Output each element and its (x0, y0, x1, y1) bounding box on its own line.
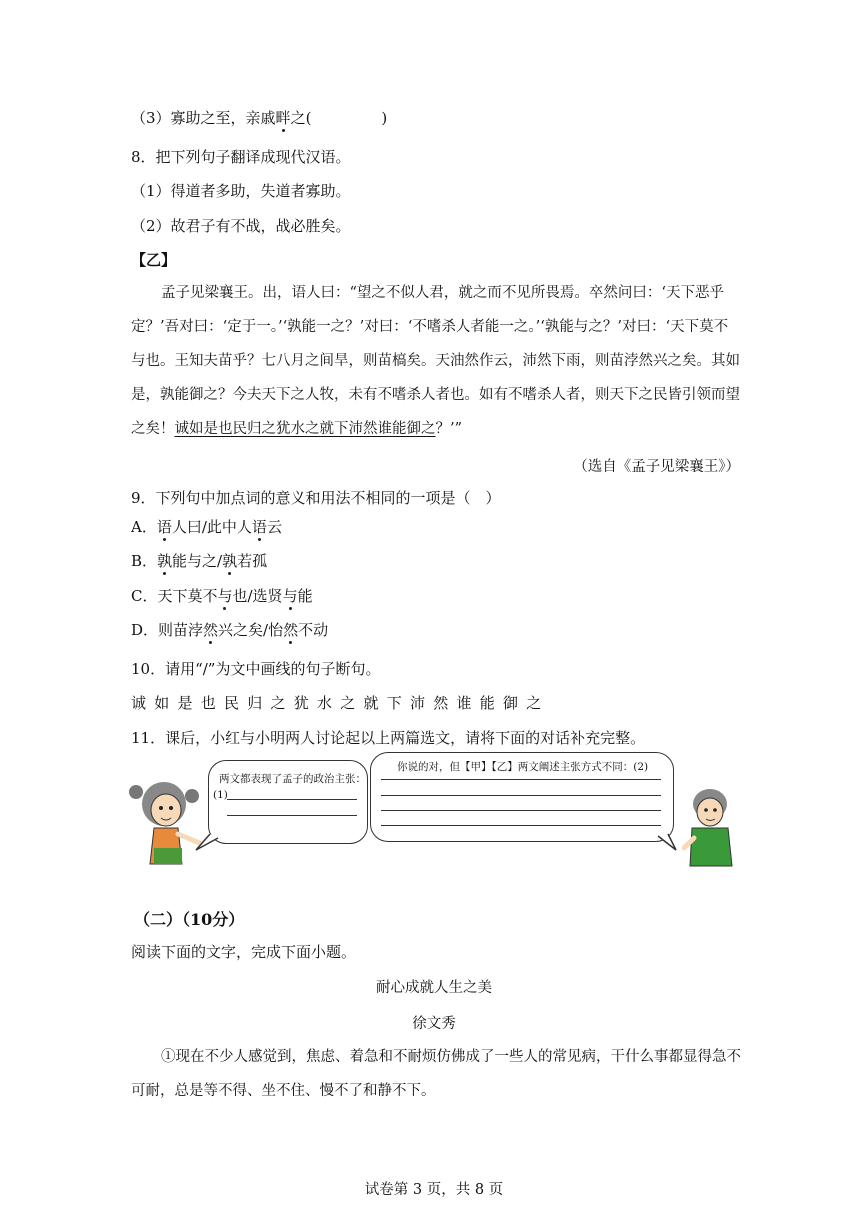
answer-line[interactable] (381, 795, 661, 796)
speech-bubble-right (370, 752, 674, 842)
page-footer: 试卷第 3 页，共 8 页 (364, 1182, 504, 1198)
q9-stem: 9．下列句中加点词的意义和用法不相同的一项是（ ） (131, 489, 501, 507)
dotted-char: 畔 (275, 109, 291, 127)
bubble-left-item: (1) (213, 789, 228, 801)
bubble-right-title: 你说的对，但【甲】【乙】两文阐述主张方式不同：(2) (397, 761, 649, 773)
passage-yi-label: 【乙】 (131, 251, 177, 269)
q9-option-b[interactable]: B．孰能与之/孰若孤 (131, 552, 268, 570)
q11-stem: 11．课后，小红与小明两人讨论起以上两篇选文，请将下面的对话补充完整。 (131, 729, 646, 747)
passage-yi: 孟子见梁襄王。出，语人曰：“望之不似人君，就之而不见所畏焉。卒然问曰：‘天下恶乎定？’吾对曰：‘定于一。’‘孰能一之？’对曰：‘不嗜杀人者能一之。’‘孰能与之？’对曰：‘天下莫不与也。王知夫苗乎？七八月之间旱，则苗槁矣。天油然作云，沛然下雨，则苗浡然兴之矣。其如是，孰能御之？今夫天下之人牧，未有不嗜杀人者也。如有不嗜杀人者，则天下之民皆引领而望之矣！诚如是也民归之犹水之就下沛然谁能御之？’” (131, 285, 740, 437)
q10-stem: 10．请用“/”为文中画线的句子断句。 (131, 660, 381, 678)
underlined-sentence: 诚如是也民归之犹水之就下沛然谁能御之 (174, 421, 436, 437)
q7-item-3: （3）寡助之至，亲戚畔之( ) (131, 109, 388, 127)
section-2-header: （二）（10分） (134, 910, 245, 929)
article-author: 徐文秀 (412, 1016, 456, 1032)
answer-line[interactable] (381, 779, 661, 780)
speech-bubble-left (208, 760, 368, 844)
bubble-tail-right (656, 832, 680, 854)
girl-illustration-icon (128, 778, 212, 868)
passage-source: （选自《孟子见梁襄王》） (573, 459, 740, 475)
q9-option-d[interactable]: D．则苗浡然兴之矣/怡然不动 (131, 621, 329, 639)
boy-illustration-icon (682, 786, 742, 868)
answer-line[interactable] (381, 810, 661, 811)
q9-option-a[interactable]: A．语人曰/此中人语云 (131, 518, 282, 536)
bubble-tail-left (194, 834, 220, 854)
article-title: 耐心成就人生之美 (376, 980, 492, 996)
q8-item-2: （2）故君子有不战，战必胜矣。 (131, 217, 351, 235)
q10-sentence[interactable]: 诚如是也民归之犹水之就下沛然谁能御之 (131, 694, 550, 712)
q9-option-c[interactable]: C．天下莫不与也/选贤与能 (131, 587, 313, 605)
section-2-instruction: 阅读下面的文字，完成下面小题。 (131, 943, 357, 961)
q8-item-1: （1）得道者多助，失道者寡助。 (131, 182, 351, 200)
article-paragraph-1: ①现在不少人感觉到，焦虑、着急和不耐烦仿佛成了一些人的常见病，干什么事都显得急不可耐，总是等不得、坐不住、慢不了和静不下。 (131, 1049, 741, 1099)
q8-stem: 8．把下列句子翻译成现代汉语。 (131, 148, 351, 166)
bubble-left-title: 两文都表现了孟子的政治主张： (219, 773, 366, 785)
answer-line[interactable] (227, 815, 357, 816)
answer-line[interactable] (227, 799, 357, 800)
answer-line[interactable] (381, 825, 661, 826)
